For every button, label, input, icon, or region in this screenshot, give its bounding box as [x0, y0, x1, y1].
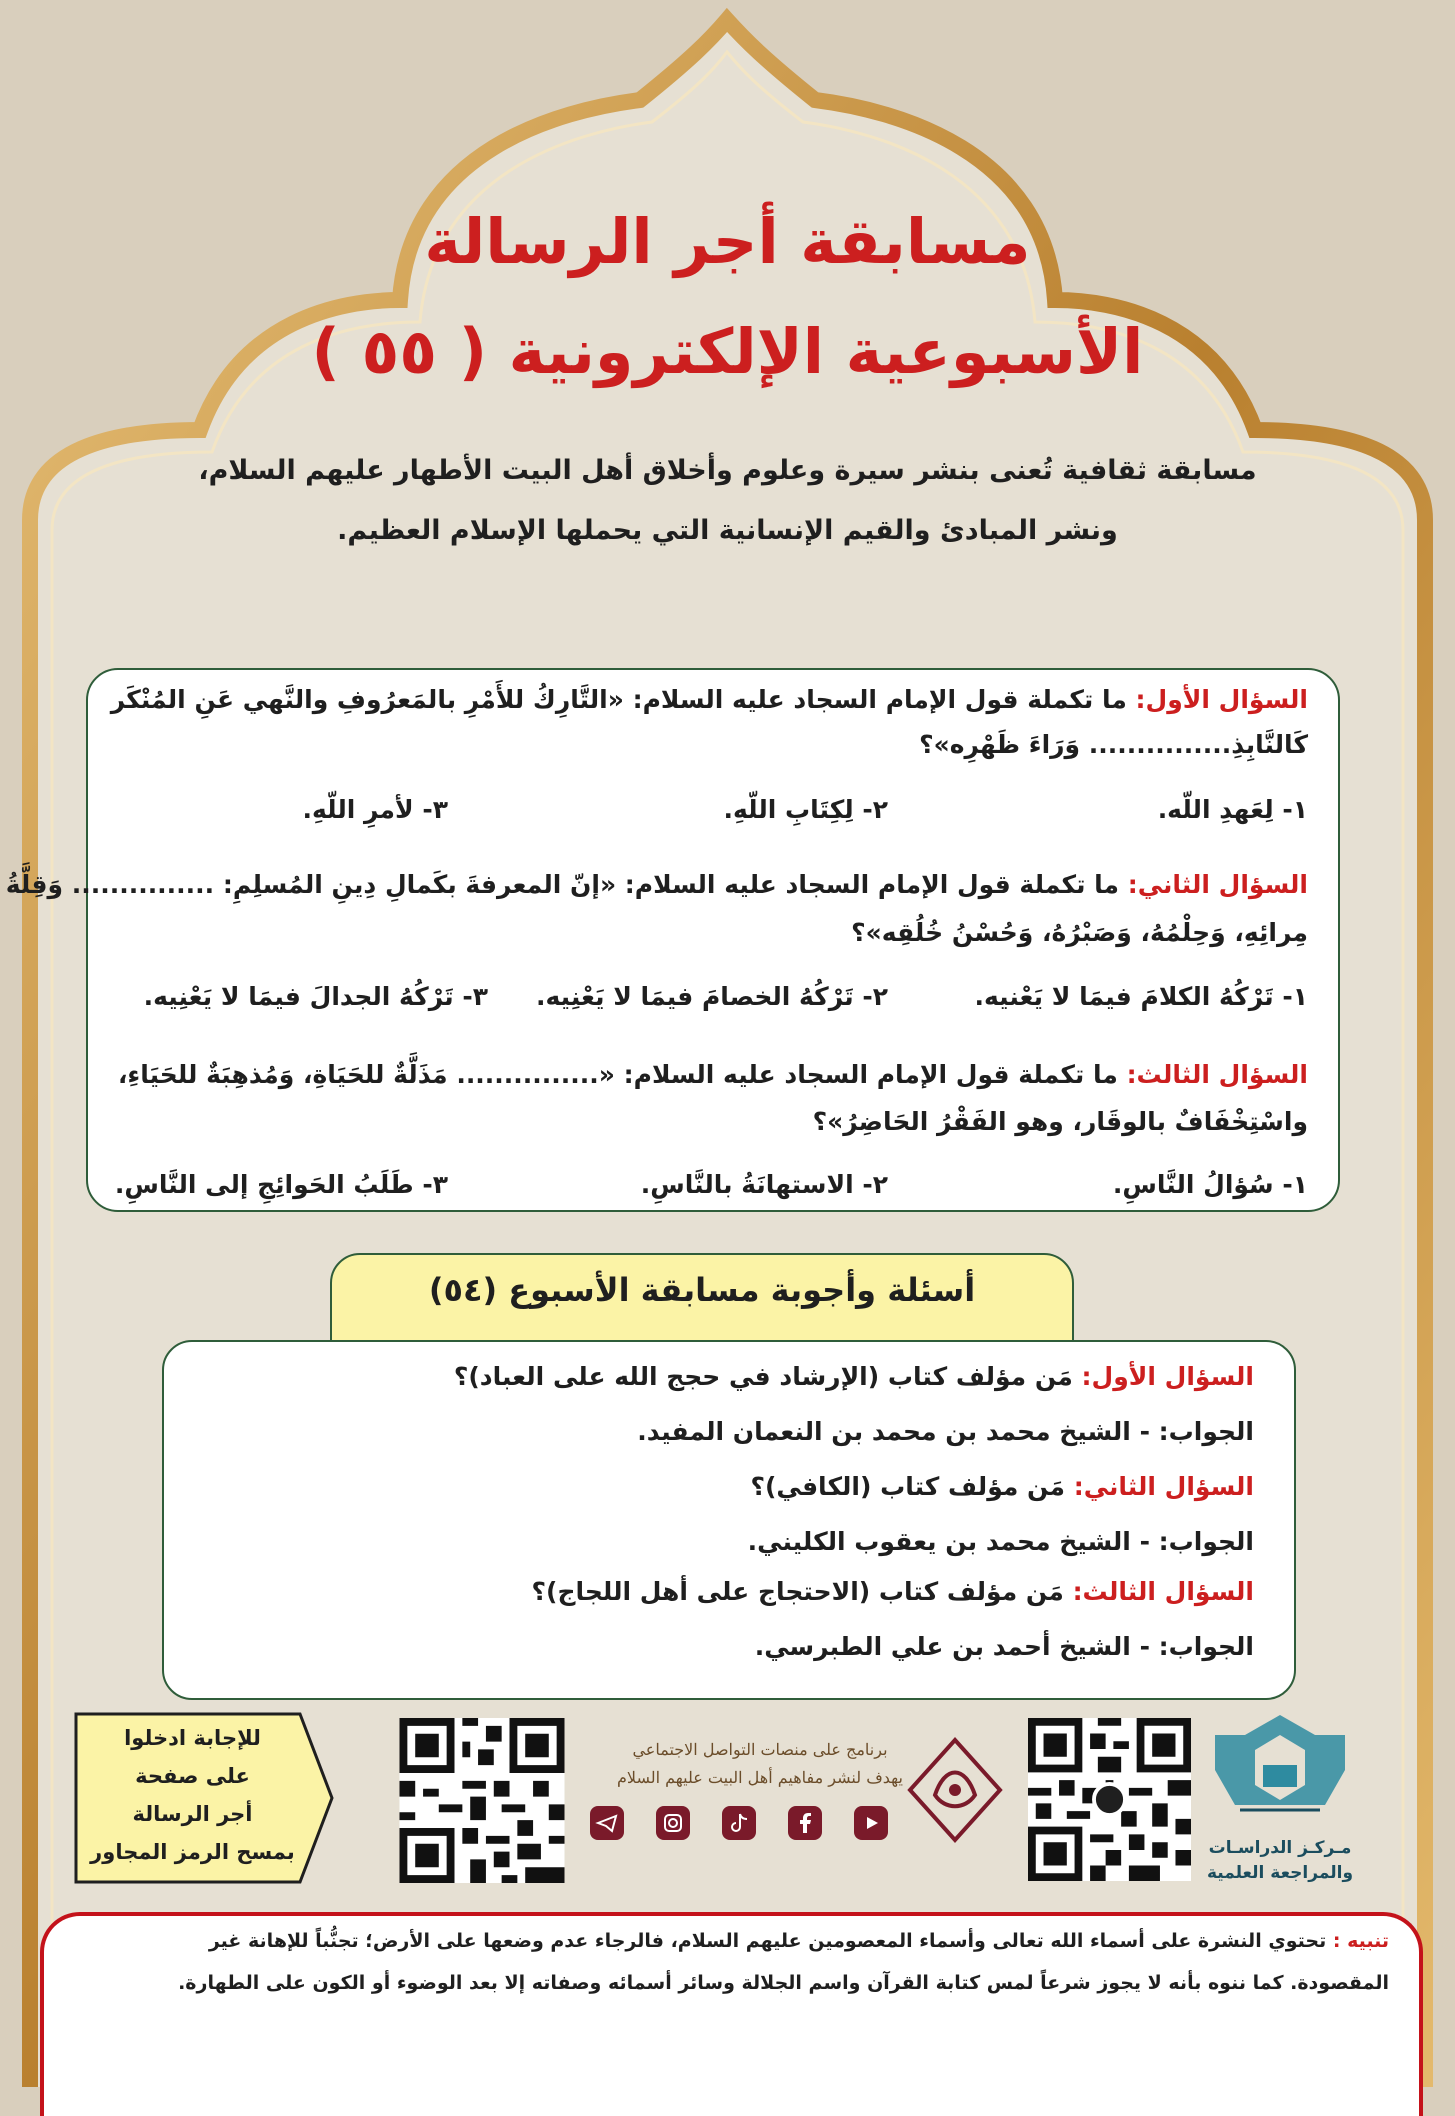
questions-box [5, 668, 1340, 1212]
question-1-line1 [110, 680, 1308, 720]
answer-1-question-text: مَن مؤلف كتاب (الإرشاد في حجج الله على العباد)؟ [453, 1362, 1082, 1391]
question-3-option-1[interactable]: ١- سُؤالُ النَّاسِ. [1112, 1170, 1308, 1199]
answer-3-question-label: السؤال الثالث: [1072, 1577, 1254, 1606]
instructions-line2: على صفحة [135, 1764, 250, 1788]
answer-3-question [204, 1577, 1254, 1606]
logo-text-line2: والمراجعة العلمية [1206, 1863, 1354, 1883]
qr-code-right[interactable] [1027, 1718, 1192, 1881]
warning-line2: المقصودة. كما ننوه بأنه لا يجوز شرعاً لمس كتابة القرآن واسم الجلالة وسائر أسمائه وصفاته إلا بعد الوضوء أو الكون على الطهارة. [178, 1972, 1389, 1994]
question-1-label: السؤال الأول: [1135, 685, 1308, 714]
question-1-line2: كَالنَّابِذِ............... وَرَاءَ ظَهْرِه»؟ [919, 730, 1308, 759]
answer-3-text: الجواب: - الشيخ أحمد بن علي الطبرسي. [754, 1632, 1254, 1661]
answer-2-question-text: مَن مؤلف كتاب (الكافي)؟ [750, 1472, 1074, 1501]
qr-code-left[interactable] [398, 1718, 566, 1883]
question-1-option-1[interactable]: ١- لِعَهدِ اللّه. [1157, 795, 1308, 824]
facebook-icon[interactable] [788, 1806, 822, 1840]
instructions-line4: بمسح الرمز المجاور [90, 1840, 295, 1864]
warning-label: تنبيه : [1332, 1930, 1389, 1952]
answer-1-text: الجواب: - الشيخ محمد بن محمد بن النعمان المفيد. [637, 1417, 1254, 1446]
question-3-option-2[interactable]: ٢- الاستهانَةُ بالنَّاسِ. [640, 1170, 888, 1199]
question-3-line2: واسْتِخْفَافٌ بالوقَار، وهو الفَقْرُ الحَاضِرُ»؟ [812, 1107, 1308, 1136]
telegram-icon[interactable] [590, 1806, 624, 1840]
question-2-line2: مِرائِهِ، وَحِلْمُهُ، وَصَبْرُهُ، وَحُسْنُ خُلُقِه»؟ [851, 918, 1308, 947]
promo-line1: برنامج على منصات التواصل الاجتماعي [632, 1740, 888, 1759]
question-2-option-2[interactable]: ٢- تَرْكُهُ الخصامَ فيمَا لا يَعْنِيه. [535, 982, 888, 1011]
question-2-line1 [5, 865, 1308, 905]
answer-2-text: الجواب: - الشيخ محمد بن يعقوب الكليني. [747, 1527, 1254, 1556]
answer-2-question [204, 1472, 1254, 1501]
page-title-line1: مسابقة أجر الرسالة [424, 205, 1031, 278]
warning-text1: تحتوي النشرة على أسماء الله تعالى وأسماء المعصومين عليهم السلام، فالرجاء عدم وضعها على الأرض؛ تجنُّباً للإهانة غير [208, 1930, 1333, 1952]
question-1-options [118, 795, 1308, 835]
warning-box [40, 1912, 1423, 2116]
answer-2-question-label: السؤال الثاني: [1073, 1472, 1254, 1501]
answers-heading-tab: أسئلة وأجوبة مسابقة الأسبوع (٥٤) [330, 1253, 1074, 1347]
instructions-line1: للإجابة ادخلوا [124, 1726, 261, 1750]
program-emblem-icon [905, 1735, 1005, 1845]
intro-line2: ونشر المبادئ والقيم الإنسانية التي يحملها الإسلام العظيم. [337, 515, 1118, 546]
question-3-label: السؤال الثالث: [1126, 1060, 1308, 1089]
question-1-option-2[interactable]: ٢- لِكِتَابِ اللّهِ. [723, 795, 888, 824]
youtube-icon[interactable] [854, 1806, 888, 1840]
studies-center-logo-icon [1205, 1710, 1355, 1838]
instagram-icon[interactable] [656, 1806, 690, 1840]
promo-line2: يهدف لنشر مفاهيم أهل البيت عليهم السلام [616, 1768, 903, 1787]
answer-1-question-label: السؤال الأول: [1081, 1362, 1254, 1391]
answers-box [162, 1340, 1296, 1700]
question-3-line1 [118, 1055, 1308, 1095]
question-3-options [114, 1170, 1308, 1210]
intro-line1: مسابقة ثقافية تُعنى بنشر سيرة وعلوم وأخلاق أهل البيت الأطهار عليهم السلام، [198, 455, 1257, 486]
instructions-line3: أجر الرسالة [132, 1802, 253, 1826]
question-2-option-3[interactable]: ٣- تَرْكُهُ الجدالَ فيمَا لا يَعْنِيه. [143, 982, 488, 1011]
question-2-options [118, 982, 1308, 1022]
question-2-option-1[interactable]: ١- تَرْكُهُ الكلامَ فيمَا لا يَعْنيه. [974, 982, 1308, 1011]
answer-1-question [204, 1362, 1254, 1391]
question-1-option-3[interactable]: ٣- لأمرِ اللّهِ. [302, 795, 448, 824]
warning-line1 [74, 1930, 1389, 1952]
question-1-text: ما تكملة قول الإمام السجاد عليه السلام: «التَّارِكُ للأَمْرِ بالمَعرُوفِ والنَّهي عَنِ المُنْكَر [110, 685, 1136, 714]
question-2-text: ما تكملة قول الإمام السجاد عليه السلام: «إنّ المعرفةَ بكَمالِ دِينِ المُسلِمِ: ............... وَقِلَّةُ [5, 870, 1128, 899]
instructions-panel [70, 1708, 340, 1888]
question-2-label: السؤال الثاني: [1127, 870, 1308, 899]
question-3-option-3[interactable]: ٣- طَلَبُ الحَوائِجِ إلى النَّاسِ. [114, 1170, 448, 1199]
question-3-text: ما تكملة قول الإمام السجاد عليه السلام: «............... مَذَلَّةٌ للحَيَاةِ، وَمُذهِبَةٌ للحَيَاءِ، [117, 1060, 1127, 1089]
answer-3-question-text: مَن مؤلف كتاب (الاحتجاج على أهل اللجاج)؟ [531, 1577, 1073, 1606]
tiktok-icon[interactable] [722, 1806, 756, 1840]
page-title-line2: الأسبوعية الإلكترونية ( ٥٥ ) [311, 315, 1144, 388]
logo-text-line1: مـركـز الدراسـات [1208, 1838, 1352, 1858]
